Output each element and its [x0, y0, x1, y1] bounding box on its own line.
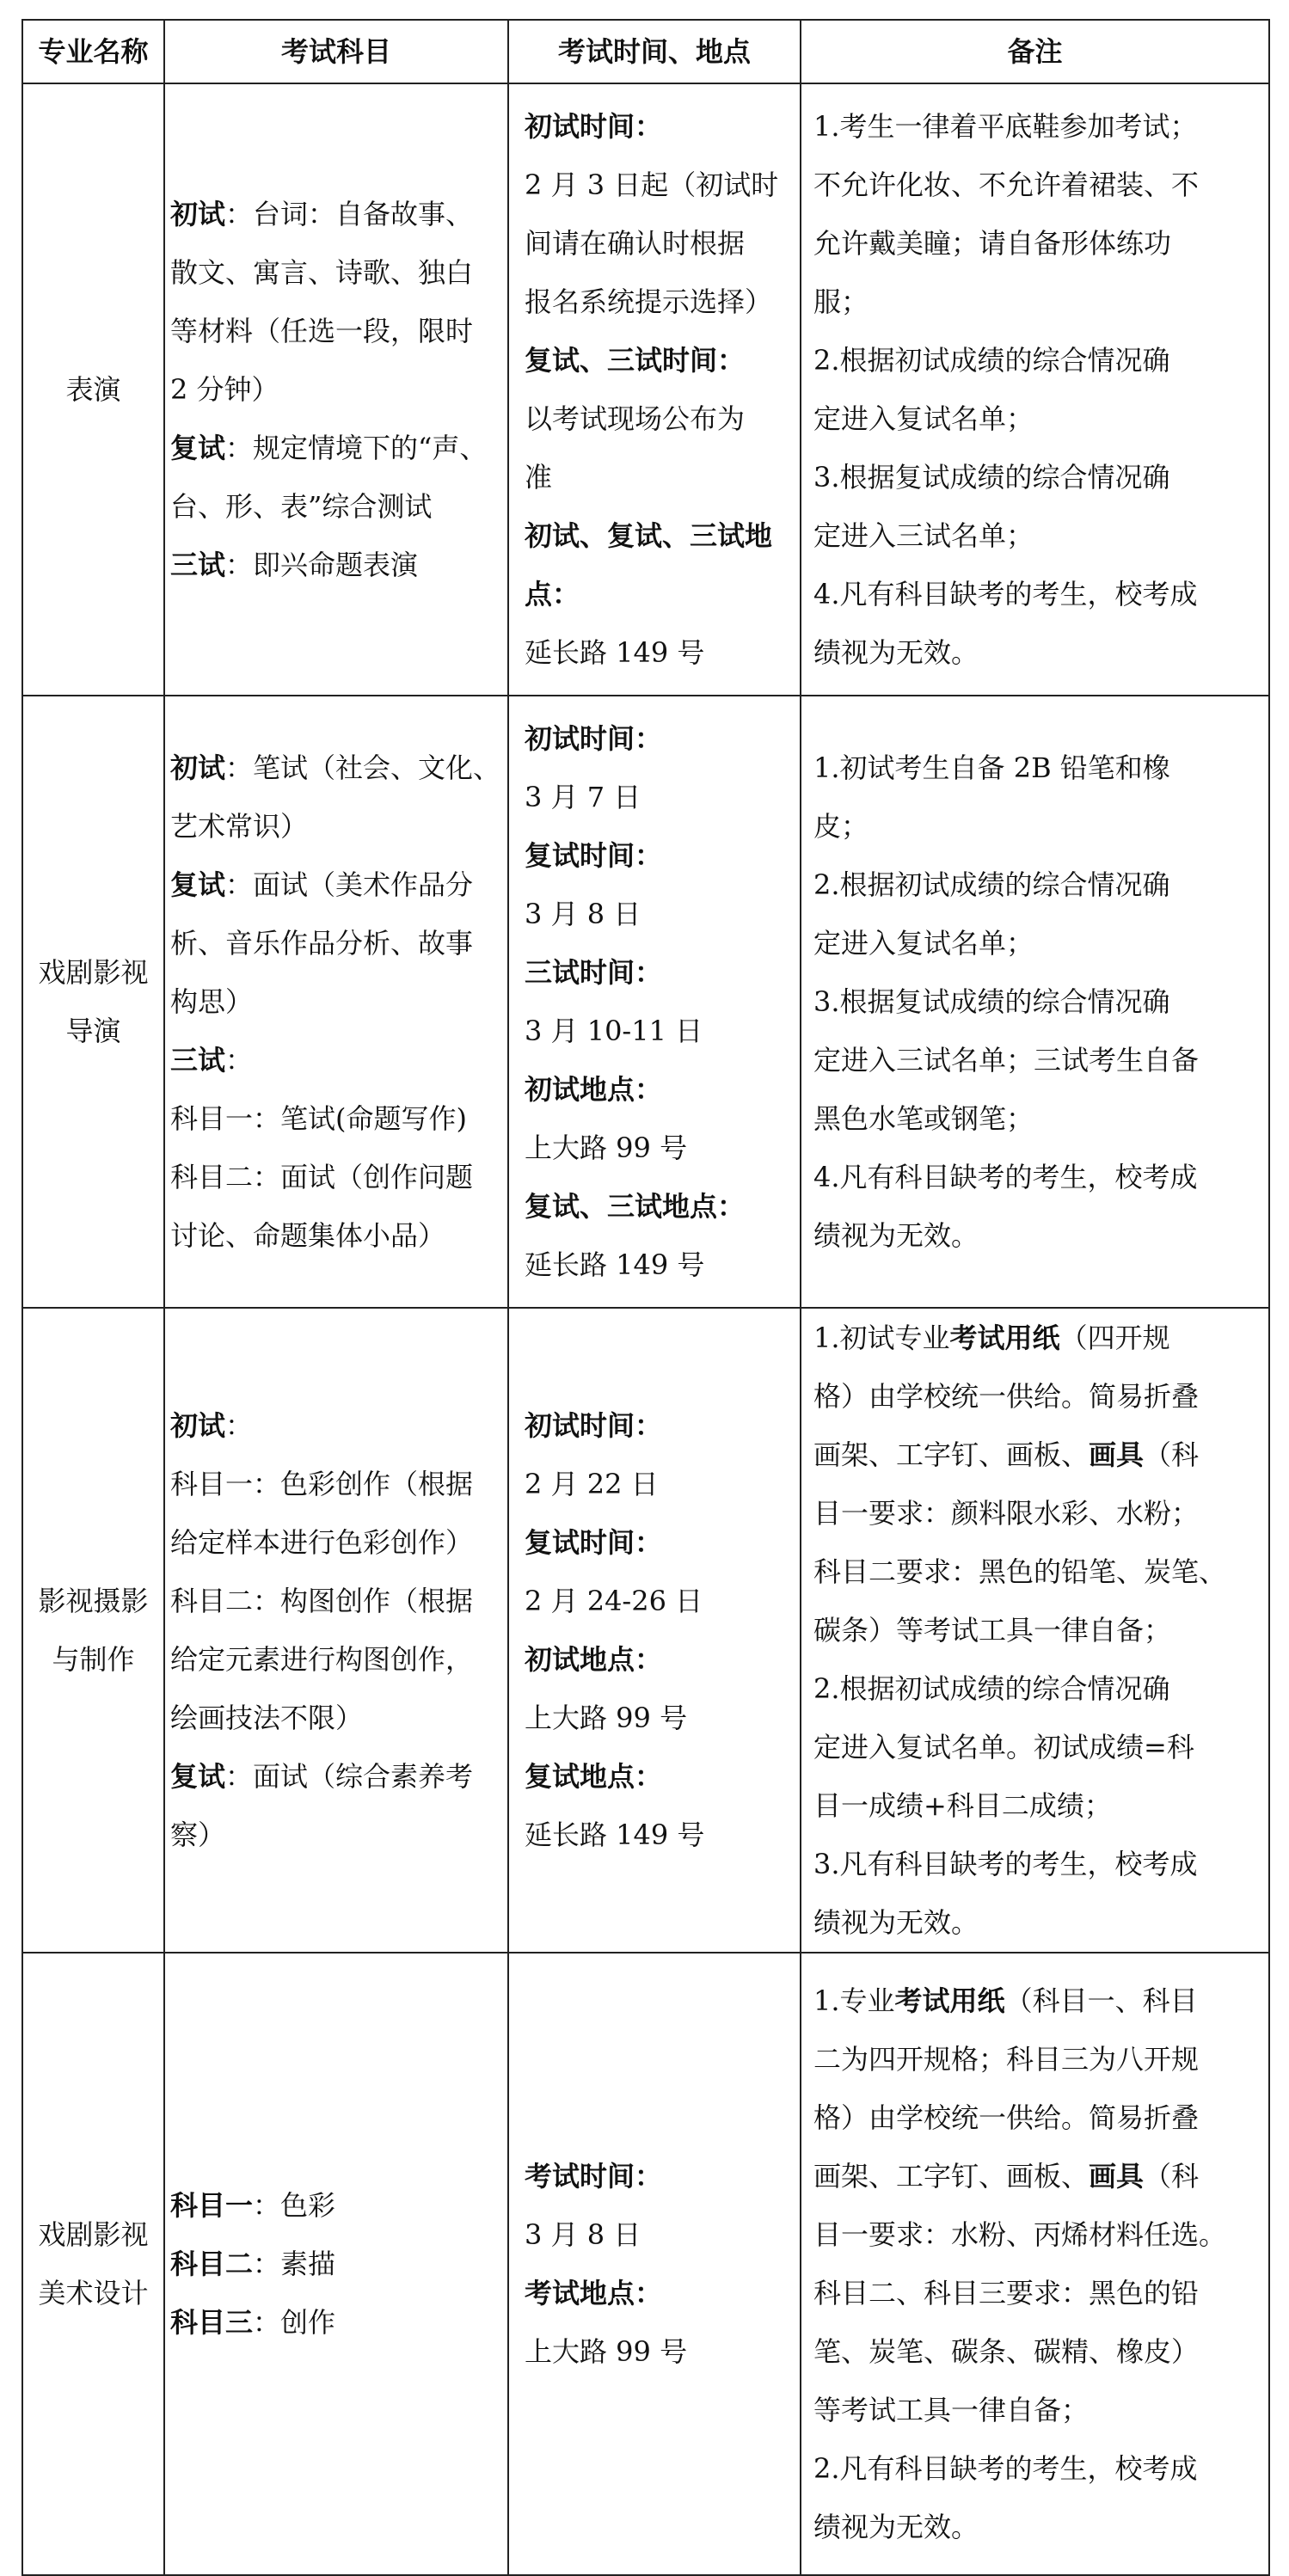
subject-text: 析、音乐作品分析、故事	[170, 927, 474, 960]
subjects-cell	[164, 1953, 508, 2575]
time-place-bold-text: 复试地点：	[525, 1760, 663, 1793]
note-text: 1.考生一律着平底鞋参加考试；	[813, 110, 1198, 143]
major-name-cell	[22, 1308, 164, 1953]
subject-text: ：笔试（社会、文化、	[225, 751, 501, 784]
note-line	[813, 2088, 1260, 2147]
time-place-line	[525, 331, 789, 389]
subject-line	[170, 1148, 500, 1206]
subject-line	[170, 536, 500, 594]
subject-bold-text: 复试	[170, 868, 226, 901]
time-place-line	[525, 448, 789, 506]
time-place-text: 延长路 149 号	[525, 1248, 705, 1281]
note-line	[813, 1206, 1260, 1265]
subject-line	[170, 360, 500, 419]
subject-line	[170, 185, 500, 243]
time-place-line	[525, 1513, 789, 1572]
note-text: 等考试工具一律自备；	[813, 2394, 1090, 2426]
note-text: 绩视为无效。	[813, 2511, 979, 2543]
time-place-bold-text: 复试、三试地点：	[525, 1190, 746, 1223]
subject-text: 科目一：色彩创作（根据	[170, 1468, 474, 1500]
time-place-text: 3 月 8 日	[525, 2218, 641, 2251]
table-row	[22, 1308, 1269, 1953]
time-place-bold-text: 复试时间：	[525, 1526, 663, 1559]
subject-line	[170, 1630, 500, 1689]
time-place-text: 上大路 99 号	[525, 1702, 688, 1734]
subject-text: ：面试（综合素养考	[225, 1760, 474, 1793]
subject-bold-text: 三试	[170, 1044, 226, 1076]
time-place-line	[525, 389, 789, 448]
time-place-text: 3 月 10-11 日	[525, 1015, 703, 1047]
time-place-line	[525, 943, 789, 1002]
note-line	[813, 2381, 1260, 2439]
time-place-bold-text: 考试时间：	[525, 2160, 663, 2193]
major-name-text: 表演	[65, 373, 121, 406]
subject-text: 给定元素进行构图创作，	[170, 1643, 474, 1676]
subject-line	[170, 1089, 500, 1148]
note-line	[813, 2030, 1260, 2088]
note-text: 绩视为无效。	[813, 1219, 979, 1252]
note-line	[813, 1543, 1260, 1601]
note-line	[813, 1601, 1260, 1659]
subject-text: 科目一：笔试(命题写作)	[170, 1102, 467, 1135]
note-line	[813, 214, 1260, 273]
subject-text: ：即兴命题表演	[225, 549, 419, 581]
time-place-line	[525, 2322, 789, 2381]
time-place-text: 上大路 99 号	[525, 1132, 688, 1164]
note-text: 2.凡有科目缺考的考生，校考成	[813, 2452, 1198, 2485]
note-text: 3.根据复试成绩的综合情况确	[813, 985, 1170, 1018]
note-text: （四开规	[1059, 1322, 1170, 1354]
note-line	[813, 565, 1260, 623]
subject-line	[170, 1206, 500, 1265]
subject-bold-text: 科目一	[170, 2189, 254, 2222]
time-place-text: 2 月 3 日起（初试时	[525, 169, 779, 201]
subject-text: ：创作	[253, 2306, 336, 2339]
subject-line	[170, 419, 500, 477]
note-line	[813, 1659, 1260, 1718]
note-line	[813, 2322, 1260, 2381]
subject-text: 散文、寓言、诗歌、独白	[170, 256, 474, 289]
note-line	[813, 506, 1260, 565]
time-place-bold-text: 三试时间：	[525, 956, 663, 989]
header-subjects: 考试科目	[164, 20, 508, 83]
subject-bold-text: 三试	[170, 549, 226, 581]
subject-text: ：色彩	[253, 2189, 336, 2222]
subject-line	[170, 302, 500, 360]
note-text: 目一要求：水粉、丙烯材料任选。	[813, 2218, 1227, 2251]
note-line	[813, 856, 1260, 914]
time-place-line	[525, 1747, 789, 1806]
note-text: 定进入复试名单；	[813, 927, 1034, 960]
time-place-bold-text: 复试时间：	[525, 839, 663, 872]
note-text: 3.凡有科目缺考的考生，校考成	[813, 1848, 1198, 1880]
note-text: 科目二要求：黑色的铅笔、炭笔、	[813, 1555, 1227, 1588]
major-name-cell	[22, 1953, 164, 2575]
time-place-line	[525, 709, 789, 768]
note-text: 1.初试考生自备 2B 铅笔和橡	[813, 751, 1170, 784]
subject-text: 台、形、表”综合测试	[170, 490, 433, 523]
subject-bold-text: 复试	[170, 1760, 226, 1793]
time-place-bold-text: 复试、三试时间：	[525, 344, 746, 377]
time-place-line	[525, 1119, 789, 1177]
note-text: 绩视为无效。	[813, 1906, 979, 1939]
note-text: 科目二、科目三要求：黑色的铅	[813, 2277, 1200, 2309]
subject-text: 艺术常识）	[170, 810, 309, 843]
time-place-text: 以考试现场公布为	[525, 402, 746, 435]
time-place-line	[525, 1630, 789, 1689]
subject-bold-text: 科目二	[170, 2248, 254, 2280]
note-text: 格）由学校统一供给。简易折叠	[813, 2101, 1200, 2134]
major-name-text: 戏剧影视	[38, 2218, 149, 2251]
time-place-line	[525, 2205, 789, 2264]
note-line	[813, 914, 1260, 972]
exam-schedule-table-wrapper	[21, 19, 1270, 2576]
note-line	[813, 1426, 1260, 1484]
subject-text: 给定样本进行色彩创作）	[170, 1526, 474, 1559]
time-place-text: 上大路 99 号	[525, 2335, 688, 2368]
time-place-line	[525, 156, 789, 214]
notes-cell	[801, 1953, 1269, 2575]
subject-text: ：台词：自备故事、	[225, 198, 474, 230]
note-text: 3.根据复试成绩的综合情况确	[813, 461, 1170, 494]
time-place-line	[525, 1455, 789, 1513]
subjects-cell	[164, 83, 508, 696]
notes-cell	[801, 1308, 1269, 1953]
note-line	[813, 1367, 1260, 1426]
note-line	[813, 1089, 1260, 1148]
note-bold-text: 考试用纸	[949, 1322, 1060, 1354]
time-place-line	[525, 1002, 789, 1060]
time-place-line	[525, 565, 789, 623]
time-place-text: 3 月 8 日	[525, 898, 641, 930]
subject-line	[170, 2293, 500, 2352]
note-text: 画架、工字钉、画板、	[813, 2160, 1090, 2193]
note-line	[813, 1148, 1260, 1206]
note-line	[813, 156, 1260, 214]
note-line	[813, 972, 1260, 1031]
time-place-text: 延长路 149 号	[525, 636, 705, 669]
subject-text: 绘画技法不限）	[170, 1702, 364, 1734]
subject-line	[170, 2235, 500, 2293]
time-place-text: 准	[525, 461, 553, 494]
note-text: 画架、工字钉、画板、	[813, 1438, 1090, 1471]
subject-line	[170, 1572, 500, 1630]
time-place-line	[525, 1806, 789, 1864]
note-line	[813, 1718, 1260, 1776]
time-place-line	[525, 273, 789, 331]
note-text: 定进入复试名单；	[813, 402, 1034, 435]
time-place-bold-text: 初试地点：	[525, 1073, 663, 1106]
major-name-text: 美术设计	[38, 2277, 149, 2309]
note-line	[813, 273, 1260, 331]
table-header-row	[22, 20, 1269, 83]
note-text: 4.凡有科目缺考的考生，校考成	[813, 578, 1198, 610]
time-place-line	[525, 214, 789, 273]
time-place-text: 2 月 22 日	[525, 1468, 659, 1500]
time-place-bold-text: 初试时间：	[525, 1409, 663, 1442]
subject-text: 讨论、命题集体小品）	[170, 1219, 446, 1252]
time-place-line	[525, 1177, 789, 1236]
subject-line	[170, 1396, 500, 1455]
time-place-cell	[508, 1308, 801, 1953]
time-place-line	[525, 768, 789, 826]
note-text: 2.根据初试成绩的综合情况确	[813, 1672, 1170, 1705]
subject-line	[170, 739, 500, 797]
note-text: 碳条）等考试工具一律自备；	[813, 1614, 1172, 1647]
subject-line	[170, 1689, 500, 1747]
time-place-cell	[508, 83, 801, 696]
subject-bold-text: 复试	[170, 432, 226, 464]
subjects-cell	[164, 1308, 508, 1953]
note-line	[813, 2147, 1260, 2205]
exam-schedule-table	[21, 19, 1270, 2576]
time-place-line	[525, 885, 789, 943]
note-line	[813, 331, 1260, 389]
subject-text: 科目二：面试（创作问题	[170, 1161, 474, 1193]
header-major: 专业名称	[22, 20, 164, 83]
subject-line	[170, 972, 500, 1031]
time-place-line	[525, 97, 789, 156]
subject-bold-text: 初试	[170, 198, 226, 230]
note-bold-text: 考试用纸	[894, 1984, 1005, 2017]
subject-line	[170, 856, 500, 914]
subject-text: 2 分钟）	[170, 373, 279, 406]
major-name-text: 导演	[65, 1015, 121, 1047]
note-line	[813, 797, 1260, 856]
time-place-bold-text: 考试地点：	[525, 2277, 663, 2309]
note-line	[813, 2498, 1260, 2556]
note-line	[813, 1776, 1260, 1835]
note-line	[813, 1309, 1260, 1367]
note-text: 绩视为无效。	[813, 636, 979, 669]
note-text: 目一要求：颜料限水彩、水粉；	[813, 1497, 1200, 1530]
subject-line	[170, 1747, 500, 1806]
time-place-line	[525, 506, 789, 565]
header-time-place: 考试时间、地点	[508, 20, 801, 83]
subjects-cell	[164, 696, 508, 1308]
time-place-line	[525, 1689, 789, 1747]
time-place-line	[525, 1060, 789, 1119]
subject-text: ：素描	[253, 2248, 336, 2280]
time-place-cell	[508, 1953, 801, 2575]
note-text: 服；	[813, 285, 869, 318]
note-line	[813, 2439, 1260, 2498]
note-text: 笔、炭笔、碳条、碳精、橡皮）	[813, 2335, 1200, 2368]
time-place-line	[525, 2147, 789, 2205]
time-place-line	[525, 1572, 789, 1630]
subject-text: 察）	[170, 1819, 226, 1851]
note-text: 1.专业	[813, 1984, 895, 2017]
note-line	[813, 97, 1260, 156]
note-line	[813, 389, 1260, 448]
note-text: 允许戴美瞳；请自备形体练功	[813, 227, 1172, 260]
subject-text: 科目二：构图创作（根据	[170, 1585, 474, 1617]
time-place-bold-text: 初试时间：	[525, 110, 663, 143]
subject-line	[170, 243, 500, 302]
notes-cell	[801, 696, 1269, 1308]
major-name-text: 戏剧影视	[38, 956, 149, 989]
note-text: （科	[1144, 1438, 1200, 1471]
note-text: 黑色水笔或钢笔；	[813, 1102, 1034, 1135]
time-place-bold-text: 初试地点：	[525, 1643, 663, 1676]
note-text: 定进入复试名单。初试成绩=科	[813, 1731, 1194, 1763]
note-line	[813, 448, 1260, 506]
time-place-line	[525, 826, 789, 885]
note-text: 4.凡有科目缺考的考生，校考成	[813, 1161, 1198, 1193]
subject-line	[170, 1031, 500, 1089]
note-line	[813, 623, 1260, 682]
subject-text: 构思）	[170, 985, 254, 1018]
major-name-cell	[22, 696, 164, 1308]
table-row	[22, 696, 1269, 1308]
time-place-text: 3 月 7 日	[525, 781, 641, 813]
subject-text: ：	[225, 1044, 254, 1076]
subject-text: ：面试（美术作品分	[225, 868, 474, 901]
note-text: （科目一、科目	[1004, 1984, 1198, 2017]
note-text: 二为四开规格；科目三为八开规	[813, 2043, 1200, 2076]
note-line	[813, 739, 1260, 797]
table-row	[22, 1953, 1269, 2575]
note-text: 定进入三试名单；三试考生自备	[813, 1044, 1200, 1076]
header-notes: 备注	[801, 20, 1269, 83]
time-place-text: 延长路 149 号	[525, 1819, 705, 1851]
subject-line	[170, 477, 500, 536]
note-text: 目一成绩+科目二成绩；	[813, 1789, 1112, 1822]
note-line	[813, 2205, 1260, 2264]
subject-line	[170, 1455, 500, 1513]
note-bold-text: 画具	[1089, 2160, 1145, 2193]
note-line	[813, 1484, 1260, 1543]
time-place-bold-text: 初试、复试、三试地	[525, 519, 773, 552]
subject-bold-text: 科目三	[170, 2306, 254, 2339]
note-line	[813, 1972, 1260, 2030]
subject-bold-text: 初试	[170, 1409, 226, 1442]
time-place-line	[525, 623, 789, 682]
subject-line	[170, 1806, 500, 1864]
time-place-text: 2 月 24-26 日	[525, 1585, 703, 1617]
subject-text: ：	[225, 1409, 254, 1442]
note-line	[813, 2264, 1260, 2322]
major-name-text: 与制作	[52, 1643, 135, 1676]
note-text: 1.初试专业	[813, 1322, 950, 1354]
notes-cell	[801, 83, 1269, 696]
time-place-line	[525, 1396, 789, 1455]
major-name-text: 影视摄影	[38, 1585, 149, 1617]
subject-bold-text: 初试	[170, 751, 226, 784]
major-name-cell	[22, 83, 164, 696]
note-text: 定进入三试名单；	[813, 519, 1034, 552]
time-place-line	[525, 1236, 789, 1294]
note-text: 皮；	[813, 810, 869, 843]
table-row	[22, 83, 1269, 696]
subject-line	[170, 914, 500, 972]
time-place-cell	[508, 696, 801, 1308]
note-line	[813, 1031, 1260, 1089]
time-place-bold-text: 点：	[525, 578, 580, 610]
note-line	[813, 1893, 1260, 1952]
note-bold-text: 画具	[1089, 1438, 1145, 1471]
subject-line	[170, 1513, 500, 1572]
subject-text: 等材料（任选一段，限时	[170, 315, 474, 347]
note-text: 2.根据初试成绩的综合情况确	[813, 868, 1170, 901]
note-line	[813, 1835, 1260, 1893]
note-text: 格）由学校统一供给。简易折叠	[813, 1380, 1200, 1413]
subject-line	[170, 797, 500, 856]
time-place-bold-text: 初试时间：	[525, 722, 663, 755]
note-text: 不允许化妆、不允许着裙装、不	[813, 169, 1200, 201]
note-text: （科	[1144, 2160, 1200, 2193]
time-place-line	[525, 2264, 789, 2322]
time-place-text: 间请在确认时根据	[525, 227, 746, 260]
note-text: 2.根据初试成绩的综合情况确	[813, 344, 1170, 377]
subject-text: ：规定情境下的“声、	[225, 432, 488, 464]
time-place-text: 报名系统提示选择）	[525, 285, 773, 318]
subject-line	[170, 2176, 500, 2235]
